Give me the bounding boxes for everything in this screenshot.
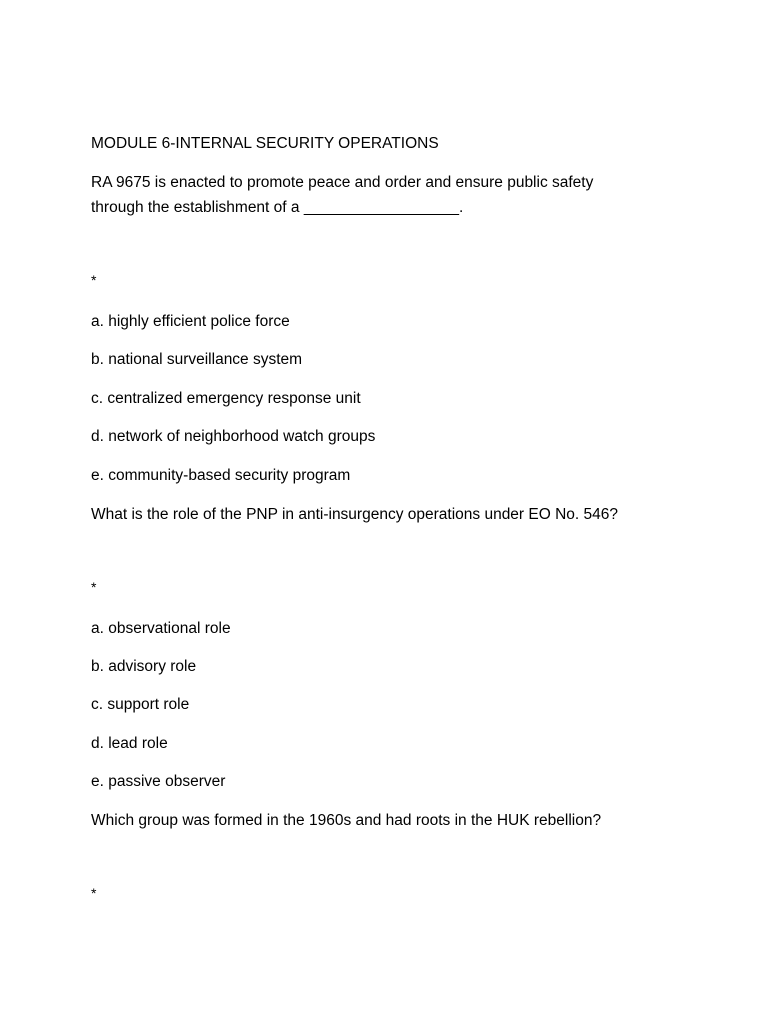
question-1 <box>91 170 651 220</box>
question-1-option-a: a. highly efficient police force <box>91 313 290 330</box>
question-2-option-c: c. support role <box>91 696 190 713</box>
question-2-option-a: a. observational role <box>91 620 231 637</box>
question-1-marker: * <box>91 272 97 288</box>
question-2: What is the role of the PNP in anti-insurgency operations under EO No. 546? <box>91 506 619 523</box>
question-1-line-1: RA 9675 is enacted to promote peace and order and ensure public safety <box>91 174 594 191</box>
question-1-option-d: d. network of neighborhood watch groups <box>91 428 376 445</box>
question-1-option-e: e. community-based security program <box>91 467 351 484</box>
question-3: Which group was formed in the 1960s and had roots in the HUK rebellion? <box>91 812 602 829</box>
module-title: MODULE 6-INTERNAL SECURITY OPERATIONS <box>91 135 439 152</box>
question-2-option-b: b. advisory role <box>91 658 197 675</box>
question-1-line-2: through the establishment of a __________________. <box>91 199 464 216</box>
question-2-option-e: e. passive observer <box>91 773 226 790</box>
question-2-marker: * <box>91 579 97 595</box>
question-3-marker: * <box>91 885 97 901</box>
question-1-option-b: b. national surveillance system <box>91 351 303 368</box>
question-2-option-d: d. lead role <box>91 735 168 752</box>
question-1-option-c: c. centralized emergency response unit <box>91 390 361 407</box>
